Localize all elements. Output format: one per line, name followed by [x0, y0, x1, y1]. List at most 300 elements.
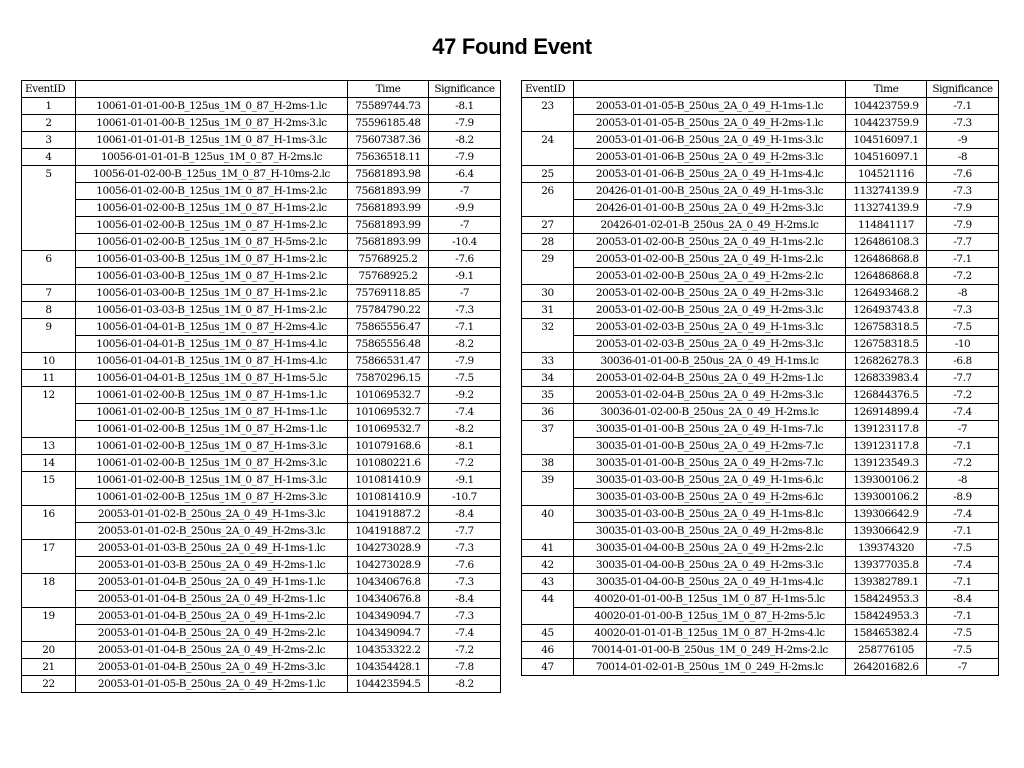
table-row: [22, 625, 501, 642]
filename-cell: 20053-01-01-02-B_250us_2A_0_49_H-2ms-3.lc: [76, 523, 348, 540]
table-row: [522, 336, 999, 353]
significance-cell: -7.1: [927, 438, 999, 455]
significance-cell: -7: [429, 217, 501, 234]
table-row: [522, 149, 999, 166]
time-cell: 101069532.7: [348, 404, 429, 421]
significance-cell: -6.4: [429, 166, 501, 183]
table-row: [522, 574, 999, 591]
significance-cell: -7.9: [429, 149, 501, 166]
event-id-cell: 39: [522, 472, 574, 506]
table-header-row: [522, 81, 999, 98]
time-cell: 75636518.11: [348, 149, 429, 166]
time-cell: 113274139.9: [846, 183, 927, 200]
table-row: [22, 183, 501, 200]
filename-cell: 30035-01-01-00-B_250us_2A_0_49_H-2ms-7.lc: [574, 455, 846, 472]
time-cell: 139377035.8: [846, 557, 927, 574]
event-id-cell: 31: [522, 302, 574, 319]
time-cell: 139123117.8: [846, 438, 927, 455]
significance-cell: -10.7: [429, 489, 501, 506]
table-row: [522, 455, 999, 472]
time-cell: 139123117.8: [846, 421, 927, 438]
time-cell: 101069532.7: [348, 421, 429, 438]
time-cell: 101079168.6: [348, 438, 429, 455]
significance-cell: -7.4: [927, 557, 999, 574]
header-eventid: EventID: [522, 81, 574, 98]
filename-cell: 30035-01-03-00-B_250us_2A_0_49_H-2ms-6.lc: [574, 489, 846, 506]
filename-cell: 30035-01-03-00-B_250us_2A_0_49_H-1ms-6.lc: [574, 472, 846, 489]
filename-cell: 40020-01-01-00-B_125us_1M_0_87_H-1ms-5.lc: [574, 591, 846, 608]
header-time: Time: [348, 81, 429, 98]
significance-cell: -7.4: [429, 625, 501, 642]
filename-cell: 20053-01-01-04-B_250us_2A_0_49_H-1ms-2.lc: [76, 608, 348, 625]
event-id-cell: 26: [522, 183, 574, 217]
time-cell: 126833983.4: [846, 370, 927, 387]
table-row: [22, 506, 501, 523]
significance-cell: -8.4: [429, 591, 501, 608]
table-row: [522, 183, 999, 200]
time-cell: 126758318.5: [846, 336, 927, 353]
event-table-right: [521, 80, 999, 676]
table-row: [22, 268, 501, 285]
table-row: [522, 659, 999, 676]
event-id-cell: 30: [522, 285, 574, 302]
table-row: [522, 489, 999, 506]
filename-cell: 70014-01-01-00-B_250us_1M_0_249_H-2ms-2.lc: [574, 642, 846, 659]
time-cell: 75607387.36: [348, 132, 429, 149]
time-cell: 75681893.98: [348, 166, 429, 183]
filename-cell: 10061-01-02-00-B_125us_1M_0_87_H-1ms-1.lc: [76, 387, 348, 404]
table-row: [522, 132, 999, 149]
table-row: [522, 506, 999, 523]
time-cell: 101080221.6: [348, 455, 429, 472]
time-cell: 101081410.9: [348, 489, 429, 506]
table-row: [22, 676, 501, 693]
time-cell: 104423594.5: [348, 676, 429, 693]
filename-cell: 10061-01-01-00-B_125us_1M_0_87_H-2ms-3.lc: [76, 115, 348, 132]
header-filename: [76, 81, 348, 98]
table-row: [22, 319, 501, 336]
event-id-cell: 11: [22, 370, 76, 387]
table-row: [22, 234, 501, 251]
table-row: [22, 642, 501, 659]
table-row: [522, 625, 999, 642]
table-row: [22, 200, 501, 217]
significance-cell: -8.1: [429, 98, 501, 115]
time-cell: 75681893.99: [348, 183, 429, 200]
table-row: [522, 404, 999, 421]
event-id-cell: 16: [22, 506, 76, 540]
event-id-cell: 23: [522, 98, 574, 132]
time-cell: 104191887.2: [348, 523, 429, 540]
significance-cell: -7.3: [927, 302, 999, 319]
significance-cell: -7.7: [927, 370, 999, 387]
event-id-cell: 37: [522, 421, 574, 455]
time-cell: 75681893.99: [348, 200, 429, 217]
event-id-cell: 13: [22, 438, 76, 455]
filename-cell: 20426-01-02-01-B_250us_2A_0_49_H-2ms.lc: [574, 217, 846, 234]
significance-cell: -7.9: [927, 217, 999, 234]
time-cell: 139382789.1: [846, 574, 927, 591]
time-cell: 126844376.5: [846, 387, 927, 404]
event-id-cell: 45: [522, 625, 574, 642]
time-cell: 104349094.7: [348, 625, 429, 642]
filename-cell: 20053-01-01-05-B_250us_2A_0_49_H-2ms-1.lc: [574, 115, 846, 132]
significance-cell: -8: [927, 472, 999, 489]
significance-cell: -7.1: [927, 251, 999, 268]
event-id-cell: 4: [22, 149, 76, 166]
filename-cell: 30035-01-04-00-B_250us_2A_0_49_H-1ms-4.lc: [574, 574, 846, 591]
time-cell: 126493743.8: [846, 302, 927, 319]
event-id-cell: 32: [522, 319, 574, 353]
time-cell: 139123549.3: [846, 455, 927, 472]
filename-cell: 30035-01-03-00-B_250us_2A_0_49_H-2ms-8.lc: [574, 523, 846, 540]
significance-cell: -7.3: [429, 608, 501, 625]
table-row: [22, 217, 501, 234]
time-cell: 75769118.85: [348, 285, 429, 302]
filename-cell: 10061-01-02-00-B_125us_1M_0_87_H-1ms-1.lc: [76, 404, 348, 421]
filename-cell: 10056-01-01-01-B_125us_1M_0_87_H-2ms.lc: [76, 149, 348, 166]
significance-cell: -7.8: [429, 659, 501, 676]
time-cell: 75681893.99: [348, 217, 429, 234]
filename-cell: 10056-01-03-00-B_125us_1M_0_87_H-1ms-2.lc: [76, 268, 348, 285]
table-row: [22, 353, 501, 370]
table-row: [522, 319, 999, 336]
table-row: [522, 98, 999, 115]
filename-cell: 10056-01-02-00-B_125us_1M_0_87_H-1ms-2.lc: [76, 200, 348, 217]
event-table-left: [21, 80, 501, 693]
significance-cell: -7: [927, 659, 999, 676]
time-cell: 104191887.2: [348, 506, 429, 523]
event-id-cell: 29: [522, 251, 574, 285]
time-cell: 139306642.9: [846, 523, 927, 540]
event-id-cell: 7: [22, 285, 76, 302]
table-row: [522, 608, 999, 625]
event-id-cell: 46: [522, 642, 574, 659]
filename-cell: 10056-01-02-00-B_125us_1M_0_87_H-5ms-2.lc: [76, 234, 348, 251]
filename-cell: 20053-01-01-04-B_250us_2A_0_49_H-1ms-1.lc: [76, 574, 348, 591]
time-cell: 101069532.7: [348, 387, 429, 404]
filename-cell: 20053-01-01-06-B_250us_2A_0_49_H-1ms-3.lc: [574, 132, 846, 149]
event-id-cell: 28: [522, 234, 574, 251]
time-cell: 126486868.8: [846, 251, 927, 268]
significance-cell: -10: [927, 336, 999, 353]
significance-cell: -8.2: [429, 676, 501, 693]
event-id-cell: 2: [22, 115, 76, 132]
event-id-cell: 34: [522, 370, 574, 387]
filename-cell: 20053-01-02-04-B_250us_2A_0_49_H-2ms-3.lc: [574, 387, 846, 404]
event-id-cell: 24: [522, 132, 574, 166]
time-cell: 158424953.3: [846, 608, 927, 625]
event-id-cell: 10: [22, 353, 76, 370]
significance-cell: -7.5: [927, 642, 999, 659]
filename-cell: 40020-01-01-01-B_125us_1M_0_87_H-2ms-4.lc: [574, 625, 846, 642]
time-cell: 75865556.48: [348, 336, 429, 353]
filename-cell: 10056-01-03-00-B_125us_1M_0_87_H-1ms-2.lc: [76, 285, 348, 302]
significance-cell: -7.2: [927, 455, 999, 472]
table-row: [522, 234, 999, 251]
time-cell: 104423759.9: [846, 115, 927, 132]
time-cell: 101081410.9: [348, 472, 429, 489]
time-cell: 264201682.6: [846, 659, 927, 676]
filename-cell: 30035-01-01-00-B_250us_2A_0_49_H-2ms-7.lc: [574, 438, 846, 455]
filename-cell: 20053-01-02-00-B_250us_2A_0_49_H-2ms-3.lc: [574, 302, 846, 319]
significance-cell: -8: [927, 285, 999, 302]
filename-cell: 20053-01-02-00-B_250us_2A_0_49_H-2ms-2.lc: [574, 268, 846, 285]
table-row: [522, 591, 999, 608]
filename-cell: 10061-01-02-00-B_125us_1M_0_87_H-2ms-1.lc: [76, 421, 348, 438]
significance-cell: -7.3: [429, 574, 501, 591]
table-row: [22, 455, 501, 472]
filename-cell: 20053-01-02-03-B_250us_2A_0_49_H-1ms-3.lc: [574, 319, 846, 336]
time-cell: 158424953.3: [846, 591, 927, 608]
filename-cell: 20053-01-02-04-B_250us_2A_0_49_H-2ms-1.lc: [574, 370, 846, 387]
significance-cell: -7.1: [927, 608, 999, 625]
filename-cell: 20053-01-01-04-B_250us_2A_0_49_H-2ms-3.lc: [76, 659, 348, 676]
time-cell: 126914899.4: [846, 404, 927, 421]
time-cell: 104354428.1: [348, 659, 429, 676]
filename-cell: 30036-01-01-00-B_250us_2A_0_49_H-1ms.lc: [574, 353, 846, 370]
significance-cell: -8.4: [927, 591, 999, 608]
table-row: [22, 557, 501, 574]
table-row: [522, 251, 999, 268]
table-row: [22, 336, 501, 353]
table-row: [522, 370, 999, 387]
significance-cell: -7.5: [927, 540, 999, 557]
event-id-cell: 40: [522, 506, 574, 540]
significance-cell: -7: [429, 285, 501, 302]
event-id-cell: 42: [522, 557, 574, 574]
significance-cell: -9.2: [429, 387, 501, 404]
event-id-cell: 27: [522, 217, 574, 234]
filename-cell: 30035-01-04-00-B_250us_2A_0_49_H-2ms-2.lc: [574, 540, 846, 557]
time-cell: 139374320: [846, 540, 927, 557]
filename-cell: 10061-01-02-00-B_125us_1M_0_87_H-1ms-3.lc: [76, 472, 348, 489]
event-id-cell: 21: [22, 659, 76, 676]
time-cell: 139306642.9: [846, 506, 927, 523]
time-cell: 104273028.9: [348, 557, 429, 574]
time-cell: 75870296.15: [348, 370, 429, 387]
event-id-cell: 17: [22, 540, 76, 574]
table-row: [22, 404, 501, 421]
significance-cell: -8.4: [429, 506, 501, 523]
filename-cell: 30036-01-02-00-B_250us_2A_0_49_H-2ms.lc: [574, 404, 846, 421]
time-cell: 139300106.2: [846, 472, 927, 489]
filename-cell: 10056-01-03-00-B_125us_1M_0_87_H-1ms-2.lc: [76, 251, 348, 268]
significance-cell: -7.5: [429, 370, 501, 387]
event-id-cell: 22: [22, 676, 76, 693]
table-row: [522, 302, 999, 319]
significance-cell: -7.5: [927, 319, 999, 336]
time-cell: 75768925.2: [348, 251, 429, 268]
event-id-cell: 35: [522, 387, 574, 404]
table-row: [522, 268, 999, 285]
table-row: [522, 115, 999, 132]
filename-cell: 70014-01-02-01-B_250us_1M_0_249_H-2ms.lc: [574, 659, 846, 676]
header-significance: Significance: [429, 81, 501, 98]
table-row: [22, 115, 501, 132]
table-row: [22, 149, 501, 166]
significance-cell: -7.4: [927, 506, 999, 523]
table-row: [522, 523, 999, 540]
table-row: [22, 608, 501, 625]
table-row: [522, 387, 999, 404]
filename-cell: 20426-01-01-00-B_250us_2A_0_49_H-2ms-3.lc: [574, 200, 846, 217]
event-id-cell: 14: [22, 455, 76, 472]
significance-cell: -7.1: [429, 319, 501, 336]
time-cell: 104516097.1: [846, 132, 927, 149]
table-row: [522, 438, 999, 455]
header-filename: [574, 81, 846, 98]
table-row: [522, 421, 999, 438]
time-cell: 114841117: [846, 217, 927, 234]
filename-cell: 20053-01-01-04-B_250us_2A_0_49_H-2ms-1.lc: [76, 591, 348, 608]
table-row: [22, 523, 501, 540]
table-row: [522, 166, 999, 183]
significance-cell: -7.5: [927, 625, 999, 642]
filename-cell: 20053-01-01-04-B_250us_2A_0_49_H-2ms-2.lc: [76, 642, 348, 659]
event-id-cell: 38: [522, 455, 574, 472]
filename-cell: 10056-01-02-00-B_125us_1M_0_87_H-10ms-2.lc: [76, 166, 348, 183]
table-row: [22, 540, 501, 557]
significance-cell: -7.2: [429, 455, 501, 472]
time-cell: 126486108.3: [846, 234, 927, 251]
table-row: [22, 98, 501, 115]
time-cell: 104521116: [846, 166, 927, 183]
significance-cell: -7.6: [429, 251, 501, 268]
table-row: [22, 166, 501, 183]
filename-cell: 20053-01-01-06-B_250us_2A_0_49_H-2ms-3.lc: [574, 149, 846, 166]
filename-cell: 10056-01-03-03-B_125us_1M_0_87_H-1ms-2.lc: [76, 302, 348, 319]
filename-cell: 10056-01-04-01-B_125us_1M_0_87_H-2ms-4.lc: [76, 319, 348, 336]
significance-cell: -10.4: [429, 234, 501, 251]
significance-cell: -7.1: [927, 98, 999, 115]
time-cell: 104273028.9: [348, 540, 429, 557]
significance-cell: -9.1: [429, 268, 501, 285]
significance-cell: -7.2: [429, 642, 501, 659]
event-id-cell: 5: [22, 166, 76, 251]
table-row: [22, 387, 501, 404]
table-row: [522, 472, 999, 489]
significance-cell: -8.2: [429, 421, 501, 438]
event-id-cell: 1: [22, 98, 76, 115]
table-row: [522, 285, 999, 302]
filename-cell: 20053-01-01-05-B_250us_2A_0_49_H-1ms-1.lc: [574, 98, 846, 115]
filename-cell: 40020-01-01-00-B_125us_1M_0_87_H-2ms-5.lc: [574, 608, 846, 625]
time-cell: 75596185.48: [348, 115, 429, 132]
event-id-cell: 36: [522, 404, 574, 421]
time-cell: 126758318.5: [846, 319, 927, 336]
event-id-cell: 20: [22, 642, 76, 659]
table-row: [522, 540, 999, 557]
time-cell: 75768925.2: [348, 268, 429, 285]
significance-cell: -7.6: [927, 166, 999, 183]
time-cell: 104353322.2: [348, 642, 429, 659]
significance-cell: -7.7: [927, 234, 999, 251]
significance-cell: -7.1: [927, 523, 999, 540]
filename-cell: 10056-01-02-00-B_125us_1M_0_87_H-1ms-2.lc: [76, 217, 348, 234]
filename-cell: 10061-01-02-00-B_125us_1M_0_87_H-1ms-3.lc: [76, 438, 348, 455]
significance-cell: -8.2: [429, 132, 501, 149]
significance-cell: -8: [927, 149, 999, 166]
table-row: [522, 353, 999, 370]
significance-cell: -9: [927, 132, 999, 149]
table-row: [522, 200, 999, 217]
significance-cell: -7.2: [927, 268, 999, 285]
header-eventid: EventID: [22, 81, 76, 98]
time-cell: 126486868.8: [846, 268, 927, 285]
significance-cell: -8.1: [429, 438, 501, 455]
filename-cell: 20053-01-01-03-B_250us_2A_0_49_H-1ms-1.lc: [76, 540, 348, 557]
filename-cell: 10056-01-04-01-B_125us_1M_0_87_H-1ms-5.lc: [76, 370, 348, 387]
filename-cell: 20053-01-01-03-B_250us_2A_0_49_H-2ms-1.lc: [76, 557, 348, 574]
time-cell: 113274139.9: [846, 200, 927, 217]
filename-cell: 20053-01-01-06-B_250us_2A_0_49_H-1ms-4.lc: [574, 166, 846, 183]
significance-cell: -7.4: [927, 404, 999, 421]
filename-cell: 20053-01-02-00-B_250us_2A_0_49_H-2ms-3.lc: [574, 285, 846, 302]
event-id-cell: 44: [522, 591, 574, 625]
table-row: [22, 370, 501, 387]
time-cell: 75784790.22: [348, 302, 429, 319]
time-cell: 126493468.2: [846, 285, 927, 302]
significance-cell: -8.2: [429, 336, 501, 353]
filename-cell: 20426-01-01-00-B_250us_2A_0_49_H-1ms-3.lc: [574, 183, 846, 200]
event-id-cell: 12: [22, 387, 76, 438]
event-id-cell: 41: [522, 540, 574, 557]
significance-cell: -7.9: [429, 115, 501, 132]
time-cell: 75681893.99: [348, 234, 429, 251]
table-header-row: [22, 81, 501, 98]
significance-cell: -9.1: [429, 472, 501, 489]
table-row: [22, 302, 501, 319]
filename-cell: 10061-01-01-01-B_125us_1M_0_87_H-1ms-3.lc: [76, 132, 348, 149]
filename-cell: 20053-01-02-03-B_250us_2A_0_49_H-2ms-3.lc: [574, 336, 846, 353]
significance-cell: -7.3: [927, 183, 999, 200]
page-title: 47 Found Event: [432, 34, 592, 59]
filename-cell: 10061-01-01-00-B_125us_1M_0_87_H-2ms-1.lc: [76, 98, 348, 115]
event-id-cell: 3: [22, 132, 76, 149]
time-cell: 104349094.7: [348, 608, 429, 625]
significance-cell: -7.9: [927, 200, 999, 217]
time-cell: 139300106.2: [846, 489, 927, 506]
table-row: [522, 642, 999, 659]
event-id-cell: 18: [22, 574, 76, 608]
event-id-cell: 15: [22, 472, 76, 506]
significance-cell: -7.3: [429, 302, 501, 319]
event-id-cell: 25: [522, 166, 574, 183]
filename-cell: 20053-01-01-04-B_250us_2A_0_49_H-2ms-2.lc: [76, 625, 348, 642]
significance-cell: -6.8: [927, 353, 999, 370]
time-cell: 104423759.9: [846, 98, 927, 115]
filename-cell: 10061-01-02-00-B_125us_1M_0_87_H-2ms-3.lc: [76, 489, 348, 506]
significance-cell: -7.6: [429, 557, 501, 574]
filename-cell: 10056-01-02-00-B_125us_1M_0_87_H-1ms-2.lc: [76, 183, 348, 200]
time-cell: 158465382.4: [846, 625, 927, 642]
filename-cell: 10056-01-04-01-B_125us_1M_0_87_H-1ms-4.lc: [76, 353, 348, 370]
event-id-cell: 43: [522, 574, 574, 591]
significance-cell: -7.9: [429, 353, 501, 370]
significance-cell: -7.4: [429, 404, 501, 421]
significance-cell: -7.7: [429, 523, 501, 540]
time-cell: 126826278.3: [846, 353, 927, 370]
event-id-cell: 47: [522, 659, 574, 676]
table-row: [22, 421, 501, 438]
table-row: [22, 591, 501, 608]
time-cell: 75865556.47: [348, 319, 429, 336]
filename-cell: 20053-01-02-00-B_250us_2A_0_49_H-1ms-2.lc: [574, 234, 846, 251]
table-row: [522, 557, 999, 574]
header-time: Time: [846, 81, 927, 98]
event-id-cell: 19: [22, 608, 76, 642]
